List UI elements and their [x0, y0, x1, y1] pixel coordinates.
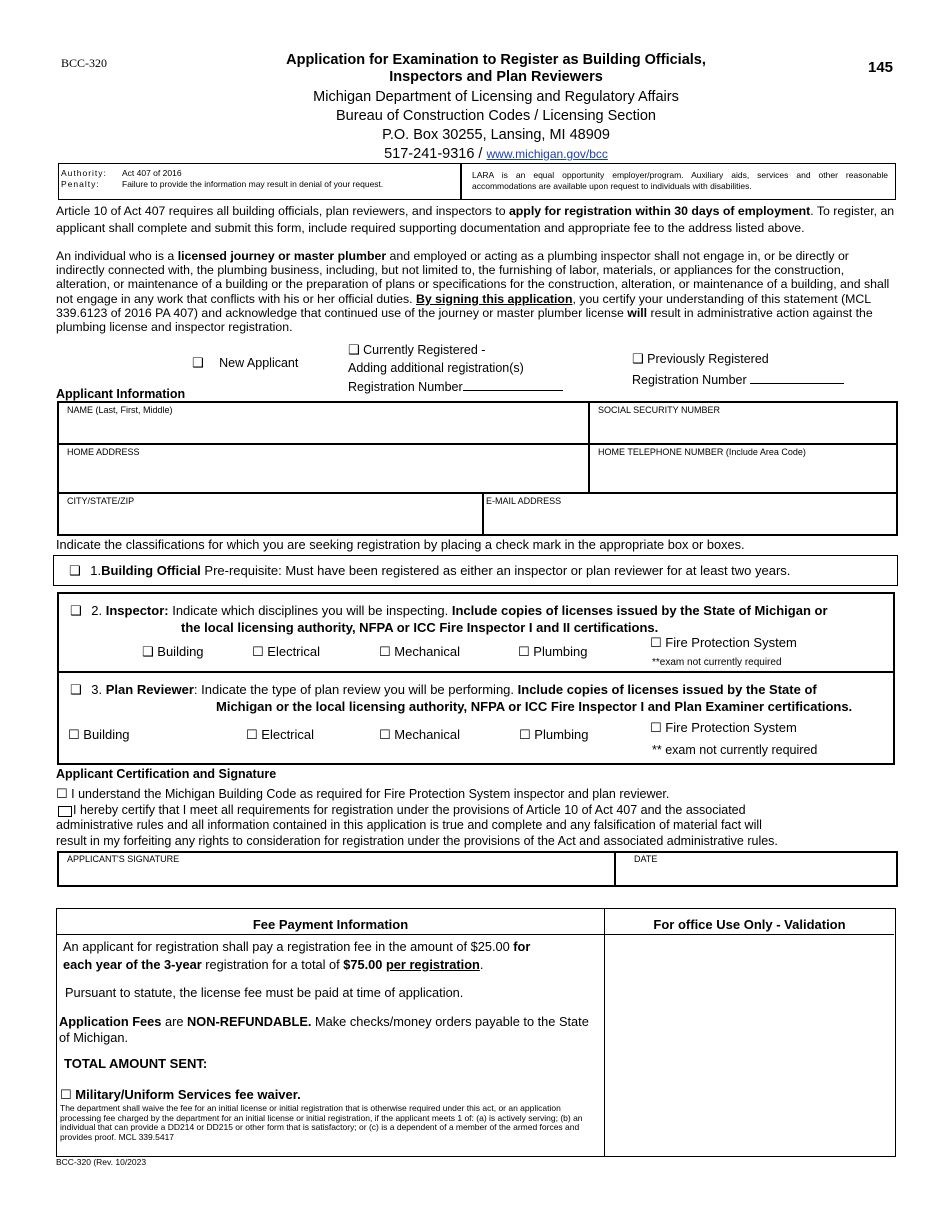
- ssn-label: SOCIAL SECURITY NUMBER: [598, 405, 721, 415]
- date-field[interactable]: [616, 853, 896, 885]
- email-field[interactable]: [484, 494, 896, 534]
- building-official-number: 1.: [90, 563, 102, 578]
- authority-value: Act 407 of 2016: [122, 168, 182, 178]
- phone-number: 517-241-9316 /: [384, 146, 487, 162]
- authority-label: Authority:: [61, 168, 107, 178]
- contact-line: [200, 145, 792, 164]
- building-official-title: Building Official: [101, 563, 201, 578]
- classification-instruction: Indicate the classifications for which you are seeking registration by placing a check mark in the appropriate box or boxes.: [56, 537, 745, 552]
- inspector-title: Inspector:: [105, 603, 169, 618]
- city-state-zip-label: CITY/STATE/ZIP: [67, 496, 135, 506]
- signature-table: [57, 851, 898, 887]
- page-title: Application for Examination to Register as Building Officials,: [286, 52, 706, 68]
- inspector-text: Indicate which disciplines you will be inspecting.: [168, 603, 452, 618]
- checkbox-icon[interactable]: ❑: [192, 355, 204, 370]
- city-state-zip-field[interactable]: [59, 494, 484, 534]
- penalty-value: Failure to provide the information may result in denial of your request.: [122, 179, 384, 189]
- website-link[interactable]: www.michigan.gov/bcc: [486, 147, 608, 161]
- home-phone-label: HOME TELEPHONE NUMBER (Include Area Code): [598, 447, 806, 457]
- pr-fire-option[interactable]: ☐ Fire Protection System: [650, 720, 797, 735]
- header-block: [200, 52, 792, 164]
- home-address-field[interactable]: [59, 445, 590, 494]
- page-subtitle: Inspectors and Plan Reviewers: [389, 69, 603, 85]
- inspector-electrical-option[interactable]: ☐ Electrical: [252, 644, 321, 659]
- total-amount-label: TOTAL AMOUNT SENT:: [64, 1056, 208, 1071]
- bureau-name: Bureau of Construction Codes / Licensing Section: [336, 108, 656, 124]
- inspector-exam-note: **exam not currently required: [652, 657, 782, 668]
- inspector-checkbox[interactable]: ❑: [70, 603, 82, 618]
- authority-cell: [59, 164, 462, 199]
- signature-field[interactable]: [59, 853, 616, 885]
- inspector-section: ❑ 2. Inspector: Indicate which disciplines you will be inspecting. Include copies of licenses issued by the State of Michigan or the local licensing authority, NFPA or ICC Fire Inspector I and II certifications. ❑ Building ☐ Electrical ☐ Mechanical ☐ Plumbing ☐ Fire Protection System **exam not currently required: [59, 594, 893, 673]
- home-phone-field[interactable]: [590, 445, 896, 494]
- fee-table: [56, 908, 896, 1157]
- building-official-text: Pre-requisite: Must have been registered as either an inspector or plan reviewer for at least two years.: [200, 563, 791, 578]
- intro-paragraph-2: An individual who is a licensed journey or master plumber and employed or acting as a plumbing inspector shall not engage in, or be directly or indirectly connected with, the plumbing business, including, but not limited to, the furnishing of labor, materials, or appliances for the construction, alteration, or maintenance of a building or the preparation of plans or specifications for the construction, alteration, or maintenance of a building, and shall not engage in any work that conflicts with his or her official duties. By signing this application, you certify your understanding of this statement (MCL 339.6123 of 2016 PA 407) and acknowledge that continued use of the journey or master plumber license will result in administrative action against the plumbing license and inspector registration.: [56, 249, 890, 335]
- form-id: BCC-320: [61, 56, 108, 70]
- revision-footer: BCC-320 (Rev. 10/2023: [56, 1157, 147, 1167]
- checkbox-icon[interactable]: ❑: [632, 351, 644, 366]
- date-label: DATE: [634, 854, 658, 864]
- applicant-info-table: [57, 401, 898, 536]
- plan-reviewer-title: Plan Reviewer: [105, 682, 194, 697]
- military-waiver-checkbox[interactable]: ☐: [60, 1087, 72, 1102]
- new-applicant-label: New Applicant: [219, 356, 299, 370]
- certify-statement: I hereby certify that I meet all requirements for registration under the provisions of Article 10 of Act 407 and the associated administrative rules and all information contained in this application is true and complete and any falsification of material fact will result in my forfeiting any rights to consideration for registration under the provisions of the Act and associated administrative rules.: [56, 803, 778, 848]
- waiver-text: The department shall waive the fee for an initial license or initial registration that is otherwise required under this act, or an application processing fee charged by the department for an initial license or initial registration, if the applicant meets 1 of: (a) is actively serving; (b) an individual that can provide a DD214 or DD215 or other form that is satisfactory; or (c) is a dependent of a member of the armed forces and provides proof. MCL 339.5417: [60, 1103, 583, 1142]
- email-label: E-MAIL ADDRESS: [486, 496, 562, 506]
- name-label: NAME (Last, First, Middle): [67, 405, 173, 415]
- fee-payment-column: [57, 909, 605, 1156]
- pr-building-option[interactable]: ☐ Building: [68, 727, 130, 742]
- home-address-label: HOME ADDRESS: [67, 447, 140, 457]
- lara-notice: LARA is an equal opportunity employer/program. Auxiliary aids, services and other reasonable accommodations are available upon request to individuals with disabilities.: [472, 170, 888, 191]
- understand-checkbox[interactable]: ☐: [56, 786, 68, 801]
- inspector-plumbing-option[interactable]: ☐ Plumbing: [518, 644, 588, 659]
- authority-box: [58, 163, 896, 200]
- building-official-checkbox[interactable]: ❑: [69, 563, 81, 578]
- department-name: Michigan Department of Licensing and Regulatory Affairs: [313, 89, 679, 105]
- signature-label: APPLICANT'S SIGNATURE: [67, 854, 180, 864]
- statute-text: Pursuant to statute, the license fee must be paid at time of application.: [65, 985, 464, 1000]
- previous-registration-number-label: Registration Number: [632, 373, 747, 387]
- previously-registered-label: Previously Registered: [647, 352, 769, 366]
- office-use-column: [605, 909, 894, 1156]
- inspector-mechanical-option[interactable]: ☐ Mechanical: [379, 644, 461, 659]
- currently-registered-option[interactable]: [348, 341, 563, 396]
- pr-exam-note: ** exam not currently required: [652, 743, 818, 757]
- fee-payment-heading: Fee Payment Information: [57, 909, 604, 935]
- building-official-row: [53, 555, 898, 586]
- mailing-address: P.O. Box 30255, Lansing, MI 48909: [382, 127, 610, 143]
- understand-statement[interactable]: ☐ I understand the Michigan Building Code as required for Fire Protection System inspector and plan reviewer.: [56, 786, 670, 801]
- checkbox-icon[interactable]: ❑: [348, 342, 360, 357]
- currently-registered-label: Currently Registered -: [363, 343, 486, 357]
- name-field[interactable]: [59, 403, 590, 445]
- new-applicant-option[interactable]: [192, 355, 298, 371]
- certification-heading: Applicant Certification and Signature: [56, 767, 277, 781]
- page-number: 145: [868, 59, 894, 76]
- pr-mechanical-option[interactable]: ☐ Mechanical: [379, 727, 461, 742]
- application-fees-text: Application Fees are NON-REFUNDABLE. Make checks/money orders payable to the State of Michigan.: [59, 1014, 589, 1045]
- fee-amount-text: An applicant for registration shall pay a registration fee in the amount of $25.00 for each year of the 3-year registration for a total of $75.00 per registration.: [63, 939, 531, 972]
- plan-reviewer-requirements: Michigan or the local licensing authority, NFPA or ICC Fire Inspector I and Plan Examiner certifications.: [216, 699, 853, 714]
- inspector-requirements: the local licensing authority, NFPA or ICC Fire Inspector I and II certifications.: [181, 620, 659, 635]
- inspector-building-option[interactable]: ❑ Building: [142, 644, 204, 659]
- applicant-info-heading: Applicant Information: [56, 387, 186, 401]
- pr-electrical-option[interactable]: ☐ Electrical: [246, 727, 315, 742]
- current-registration-number-label: Registration Number: [348, 380, 463, 394]
- previous-registration-number-field[interactable]: [750, 371, 844, 384]
- previously-registered-option[interactable]: [632, 348, 844, 391]
- military-waiver-option[interactable]: ☐ Military/Uniform Services fee waiver.: [60, 1087, 301, 1102]
- plan-reviewer-text: : Indicate the type of plan review you will be performing.: [193, 682, 518, 697]
- penalty-label: Penalty:: [61, 179, 100, 189]
- current-registration-number-field[interactable]: [463, 378, 563, 391]
- ssn-field[interactable]: [590, 403, 896, 445]
- inspector-plan-reviewer-box: [57, 592, 895, 765]
- certify-checkbox[interactable]: [58, 806, 72, 817]
- adding-registrations-label: Adding additional registration(s): [348, 361, 524, 375]
- inspector-fire-option[interactable]: ☐ Fire Protection System: [650, 635, 797, 650]
- plan-reviewer-section: ❑ 3. Plan Reviewer: Indicate the type of plan review you will be performing. Include copies of licenses issued by the State of Michigan or the local licensing authority, NFPA or ICC Fire Inspector I and Plan Examiner certifications. ☐ Building ☐ Electrical ☐ Mechanical ☐ Plumbing ☐ Fire Protection System ** exam not currently required: [68, 682, 853, 757]
- pr-plumbing-option[interactable]: ☐ Plumbing: [519, 727, 589, 742]
- plan-reviewer-checkbox[interactable]: ❑: [70, 682, 82, 697]
- office-use-heading: For office Use Only - Validation: [605, 909, 894, 935]
- intro-paragraph-1: Article 10 of Act 407 requires all building officials, plan reviewers, and inspectors to apply for registration within 30 days of employment. To register, an applicant shall complete and submit this form, include required supporting documentation and appropriate fee to the address listed above.: [56, 204, 895, 235]
